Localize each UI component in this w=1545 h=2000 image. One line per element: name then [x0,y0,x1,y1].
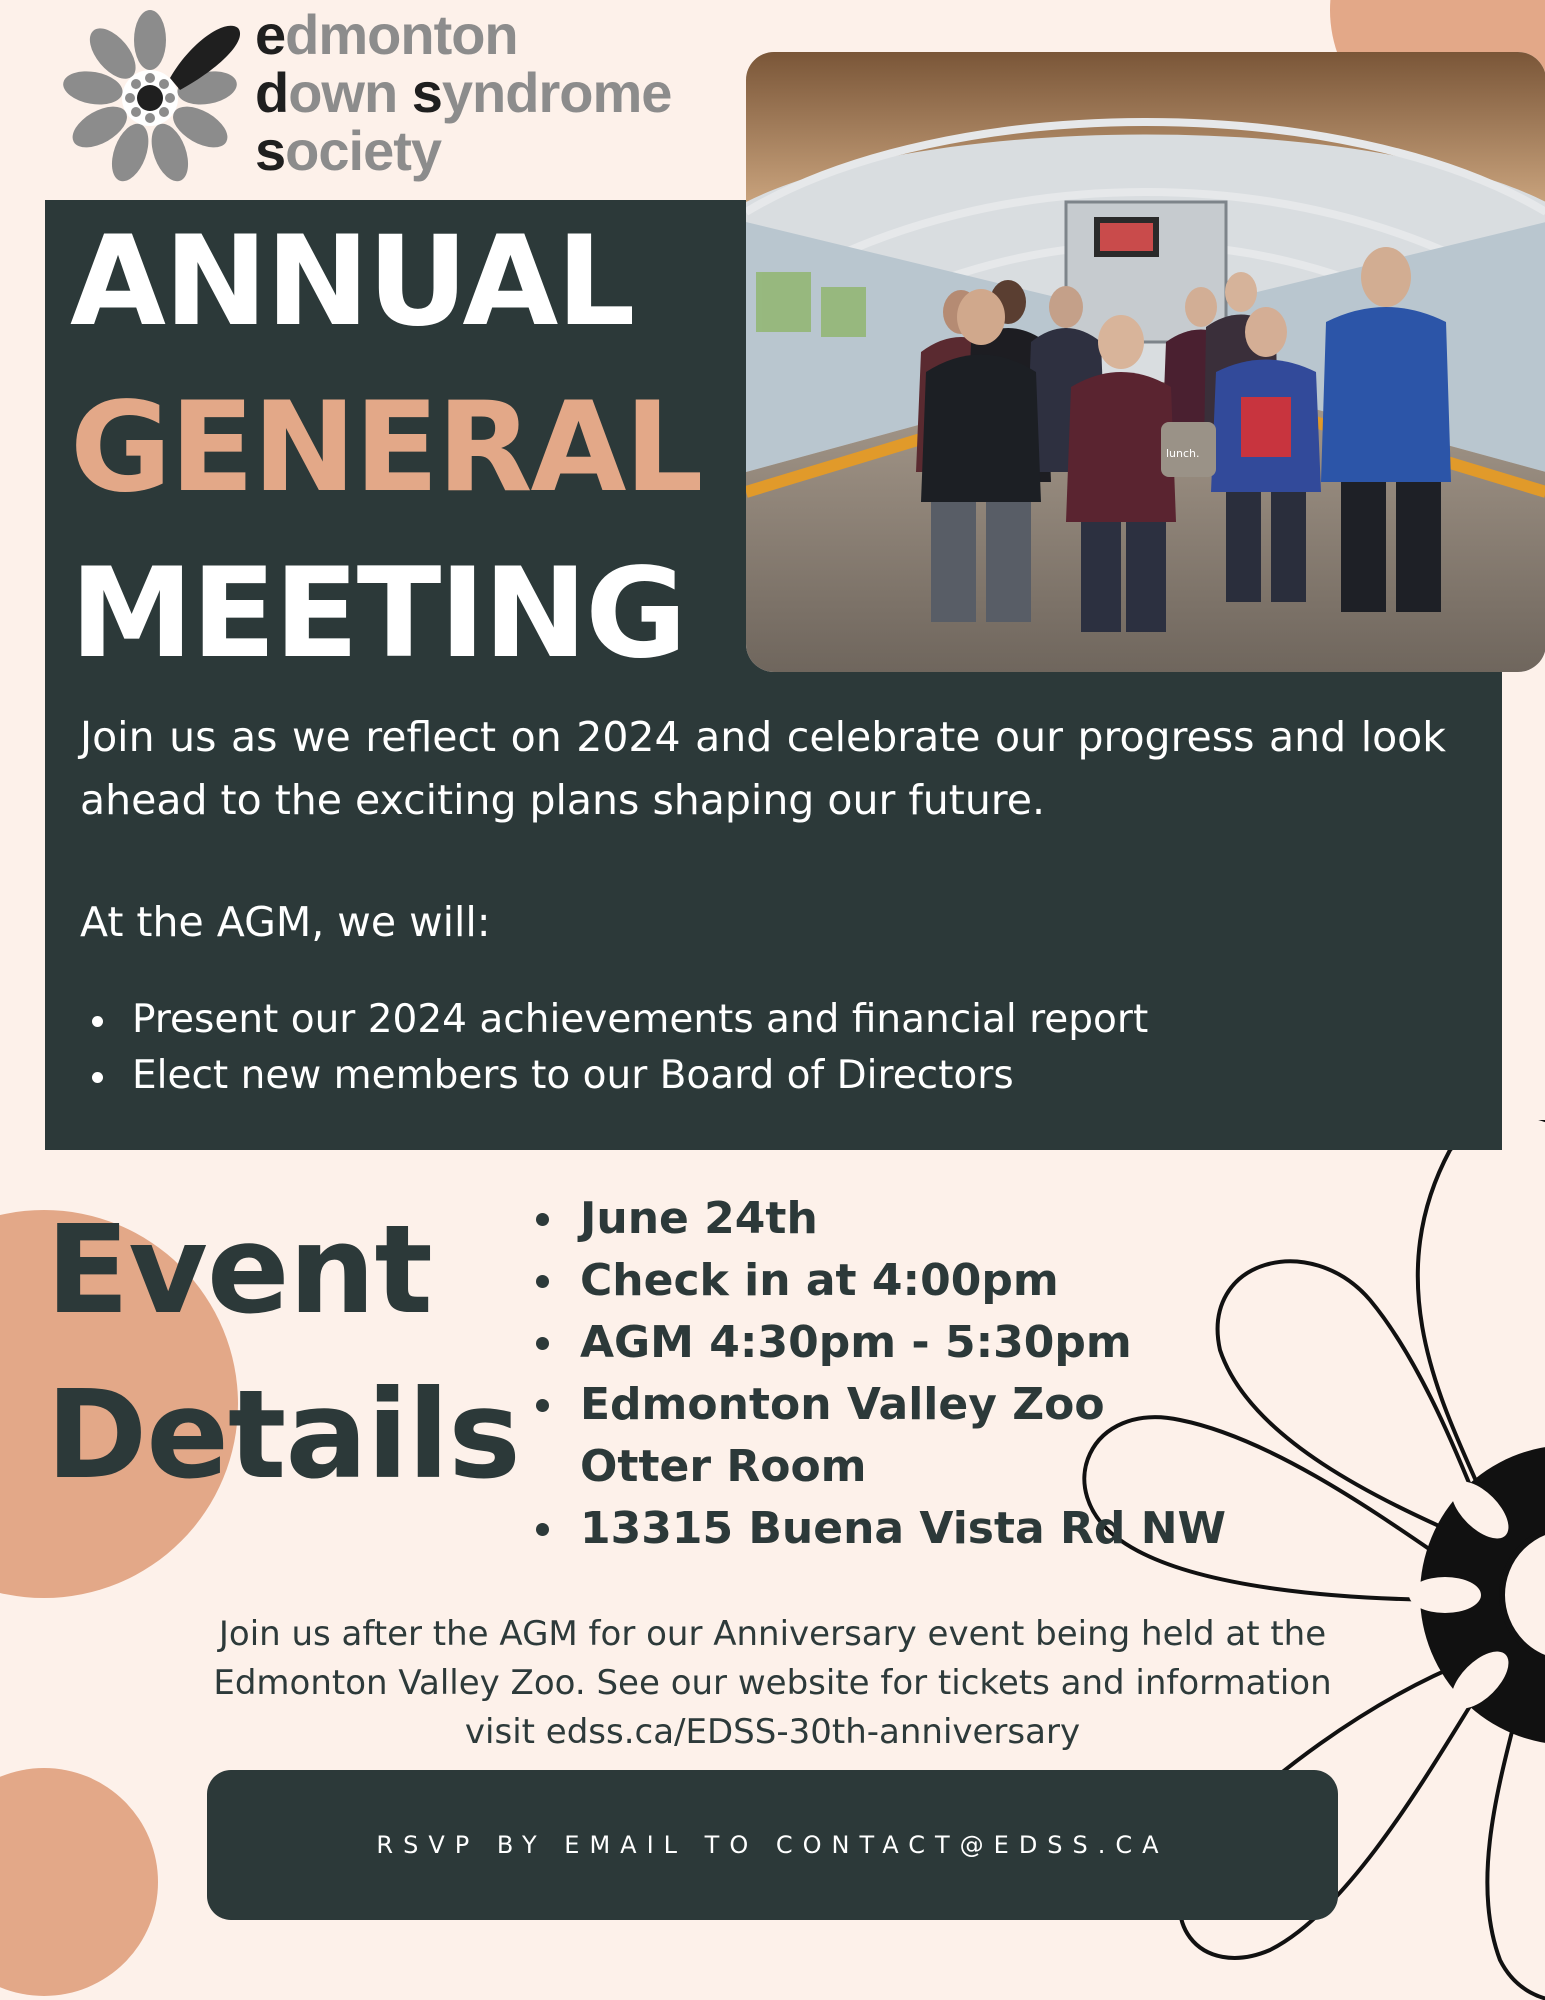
event-heading-line1: Event [46,1199,432,1341]
list-item: Check in at 4:00pm [530,1250,1226,1312]
list-item: 13315 Buena Vista Rd NW [530,1498,1226,1560]
decorative-circle-bottom-left [0,1768,158,1996]
rsvp-text: RSVP BY EMAIL TO CONTACT@EDSS.CA [376,1831,1169,1859]
group-photo [746,52,1545,672]
title-meeting: MEETING [70,542,686,686]
anniversary-note: Join us after the AGM for our Anniversary event being held at the Edmonton Valley Zoo. See our website for tickets and information visit edss.ca/EDSS-30th-anniversary [213,1614,1332,1752]
event-heading-line2: Details [46,1364,520,1506]
event-details-list [530,1188,1226,1560]
list-item-continuation: Otter Room [580,1441,867,1492]
logo-line-1: edmonton [255,3,518,66]
agm-agenda-list [80,992,1148,1104]
bag-label: lunch. [1166,447,1200,460]
logo-line-2: down syndrome [255,61,672,124]
intro-paragraph: Join us as we reflect on 2024 and celebrate our progress and look ahead to the exciting plans shaping our future. [80,713,1446,824]
list-item: Edmonton Valley Zoo [530,1374,1226,1436]
agm-heading: At the AGM, we will: [80,898,491,946]
list-item: AGM 4:30pm - 5:30pm [530,1312,1226,1374]
rsvp-banner [207,1770,1338,1920]
logo-line-3: society [255,119,442,182]
list-item: Present our 2024 achievements and financial report [80,992,1148,1048]
flower-logo-icon [58,6,248,184]
list-item: Elect new members to our Board of Directors [80,1048,1148,1104]
logo-wordmark [255,3,672,182]
title-annual: ANNUAL [70,210,634,354]
list-item: June 24th [530,1188,1226,1250]
title-general: GENERAL [70,376,702,520]
